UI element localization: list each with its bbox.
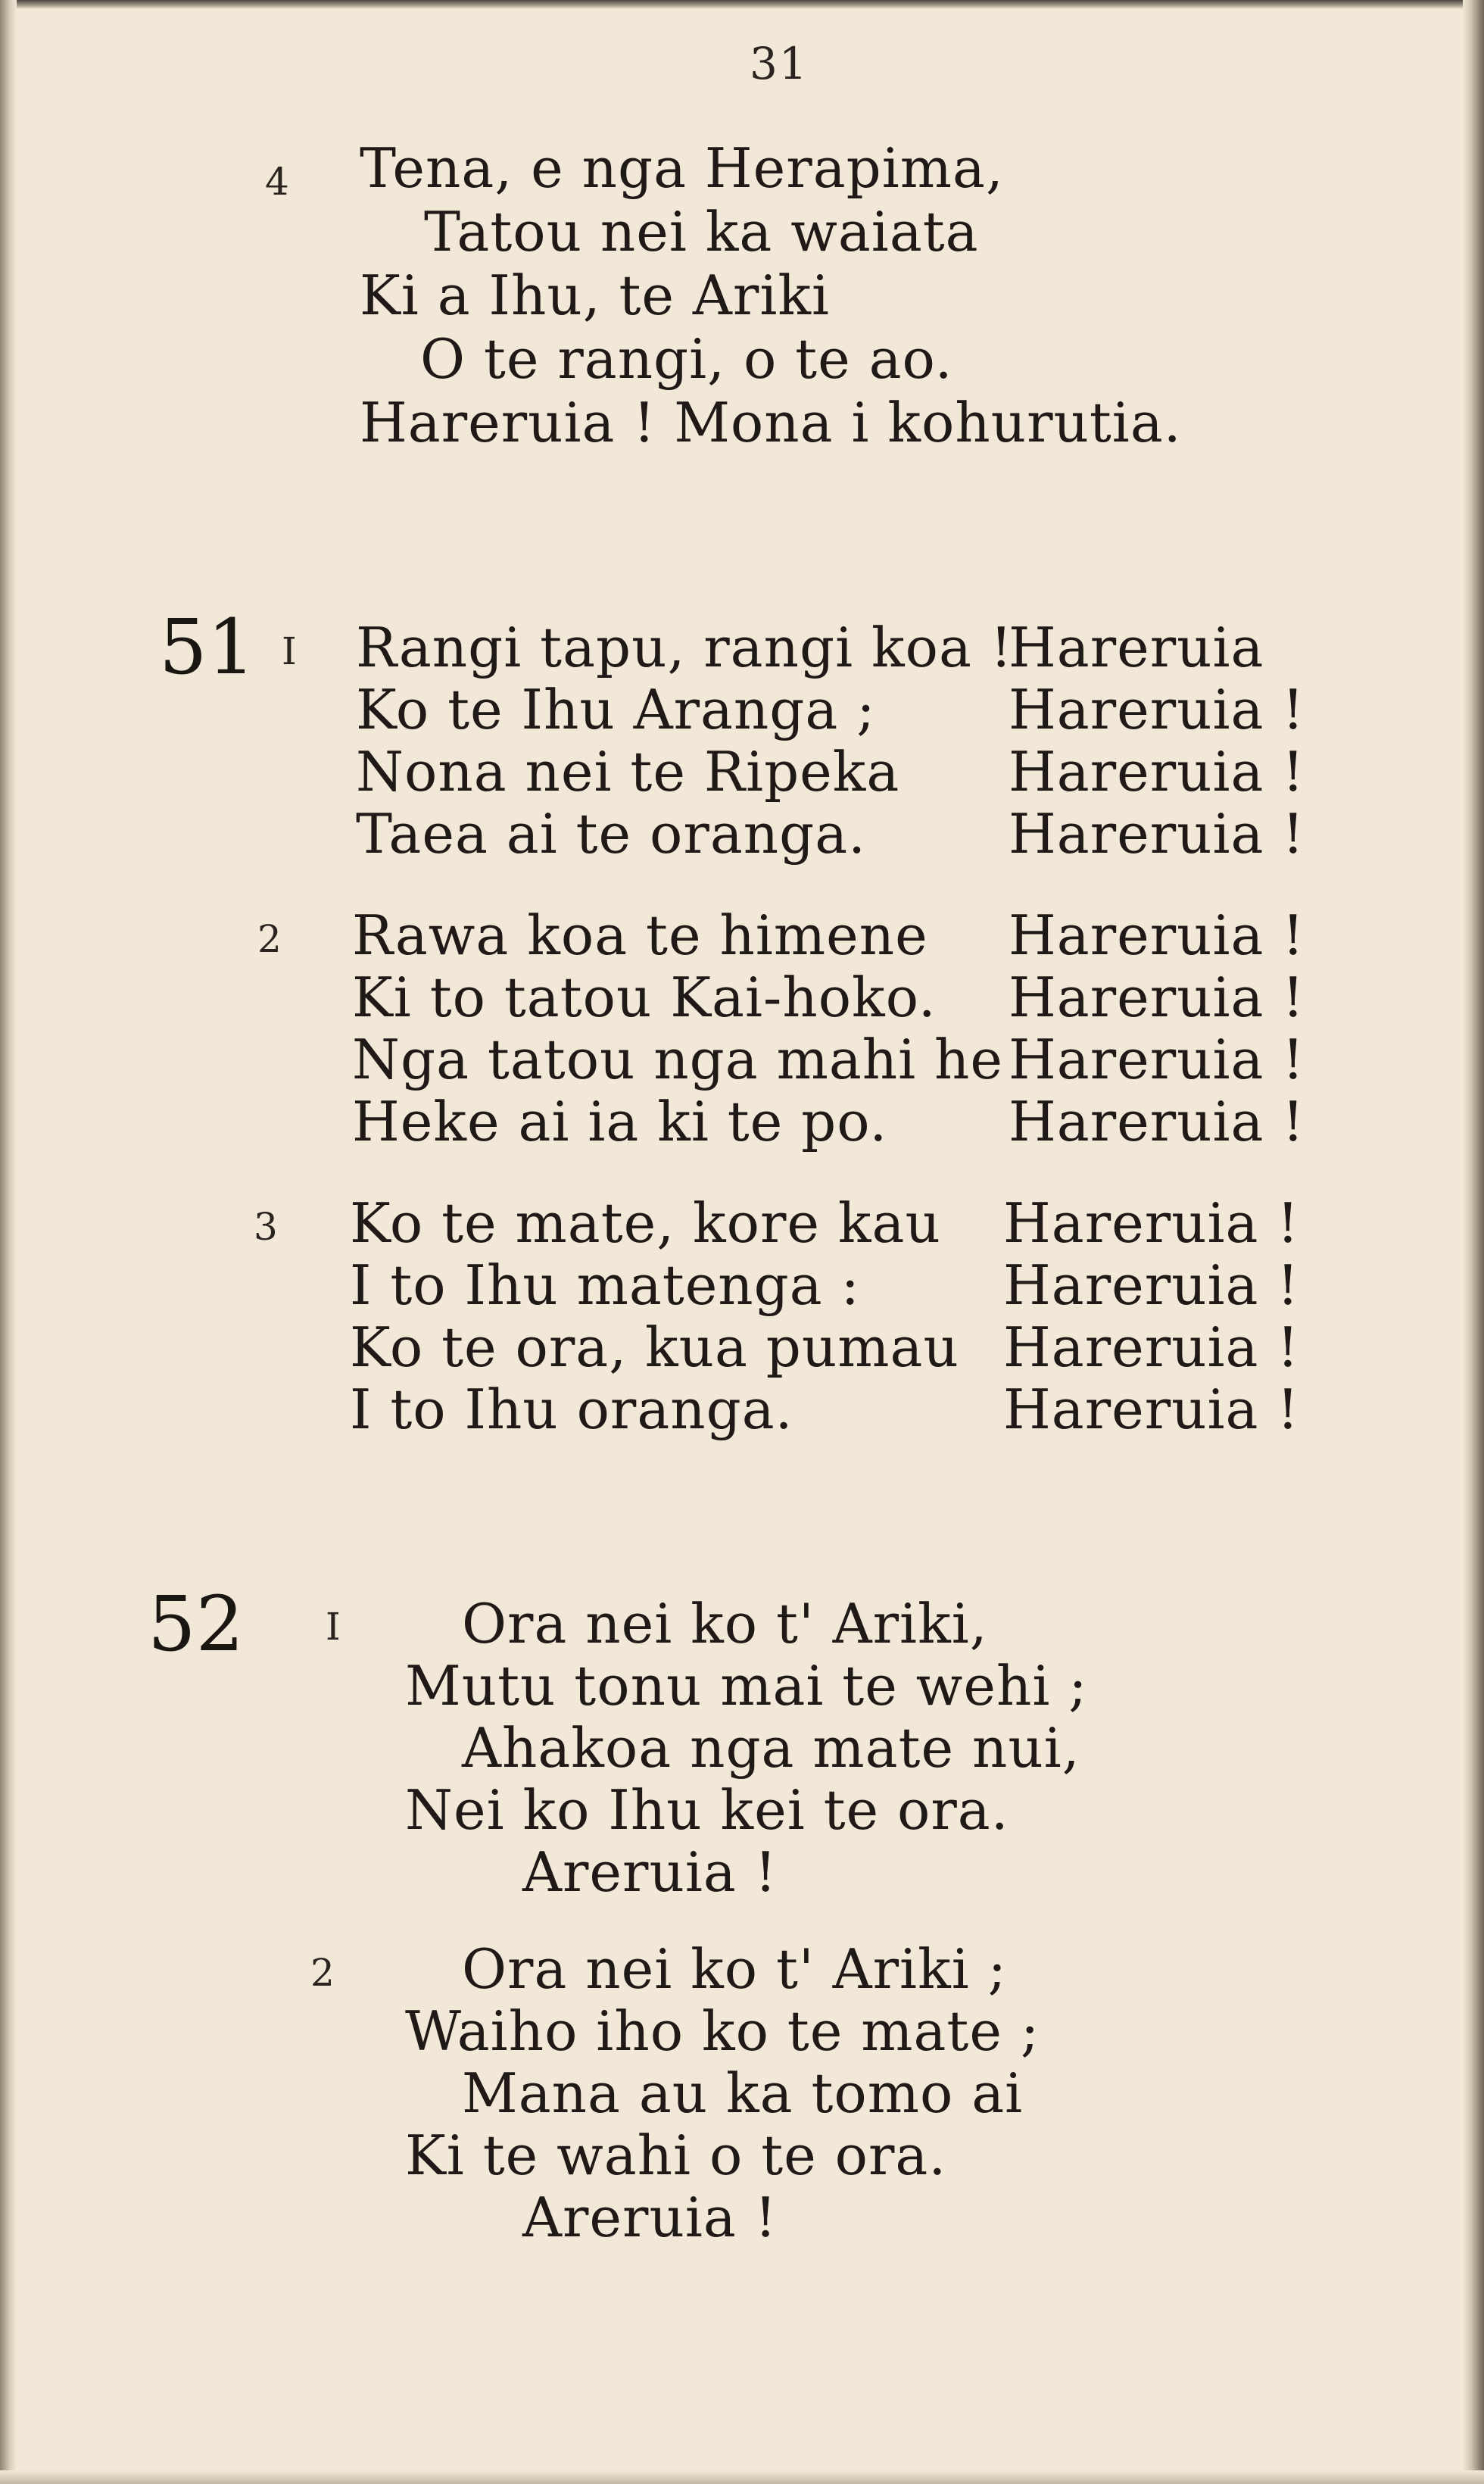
hymn-line: Ko te Ihu Aranga ; [356, 678, 876, 741]
hymn-line: O te rangi, o te ao. [420, 327, 953, 391]
hymn-line: Waiho iho ko te mate ; [405, 1999, 1040, 2063]
hymn-number: 52 [148, 1580, 245, 1668]
page-edge-top [0, 0, 1484, 9]
hymn-line: Ko te mate, kore kau [350, 1191, 941, 1255]
refrain: Hareruia ! [1009, 740, 1305, 804]
hymn-line: Heke ai ia ki te po. [352, 1090, 888, 1153]
hymn-line: Ora nei ko t' Ariki ; [462, 1937, 1007, 2001]
verse-number: 3 [254, 1205, 278, 1249]
hymn-line: Ahakoa nga mate nui, [462, 1716, 1080, 1780]
verse-number: 2 [310, 1951, 335, 1995]
refrain: Hareruia [1009, 616, 1264, 679]
hymn-line: Nga tatou nga mahi he [352, 1028, 1004, 1091]
refrain: Hareruia ! [1009, 1028, 1305, 1091]
verse-number: I [326, 1605, 341, 1649]
hymn-line: Taea ai te oranga. [356, 802, 867, 866]
verse-number: 4 [265, 160, 289, 204]
refrain: Hareruia ! [1009, 802, 1305, 866]
hymn-number: 51 [159, 603, 256, 691]
hymn-line: Ko te ora, kua pumau [350, 1315, 959, 1379]
refrain: Hareruia ! [1009, 966, 1305, 1029]
hymn-line: I to Ihu matenga : [350, 1253, 860, 1317]
hymn-line: Rawa koa te himene [352, 903, 928, 967]
refrain: Hareruia ! [1009, 678, 1305, 741]
hymn-line: I to Ihu oranga. [350, 1378, 793, 1441]
refrain: Hareruia ! [1009, 903, 1305, 967]
hymn-line: Tatou nei ka waiata [424, 200, 979, 264]
hymn-line: Ki a Ihu, te Ariki [360, 264, 830, 327]
hymn-line: Nona nei te Ripeka [356, 740, 900, 804]
hymn-line: Ora nei ko t' Ariki, [462, 1592, 988, 1655]
hymn-line: Rangi tapu, rangi koa ! [356, 616, 1013, 679]
refrain: Hareruia ! [1003, 1315, 1300, 1379]
refrain: Hareruia ! [1003, 1253, 1300, 1317]
hymn-line: Ki to tatou Kai-hoko. [352, 966, 937, 1029]
hymn-line: Tena, e nga Herapima, [360, 136, 1004, 200]
hymn-line: Ki te wahi o te ora. [405, 2124, 947, 2187]
refrain: Hareruia ! [1003, 1378, 1300, 1441]
hymn-line: Mana au ka tomo ai [462, 2061, 1024, 2125]
hymn-line: Nei ko Ihu kei te ora. [405, 1778, 1009, 1842]
page-edge-left [0, 0, 17, 2484]
hymn-line: Hareruia ! Mona i kohurutia. [360, 391, 1182, 454]
hymn-line: Mutu tonu mai te wehi ; [405, 1654, 1088, 1718]
verse-number: 2 [257, 917, 282, 961]
refrain: Hareruia ! [1003, 1191, 1300, 1255]
verse-number: I [282, 629, 297, 673]
refrain: Hareruia ! [1009, 1090, 1305, 1153]
page-edge-bottom [0, 2470, 1484, 2484]
page-edge-right [1463, 0, 1484, 2484]
hymn-line: Areruia ! [522, 2186, 778, 2249]
hymn-line: Areruia ! [522, 1840, 778, 1904]
page-number: 31 [750, 38, 809, 89]
